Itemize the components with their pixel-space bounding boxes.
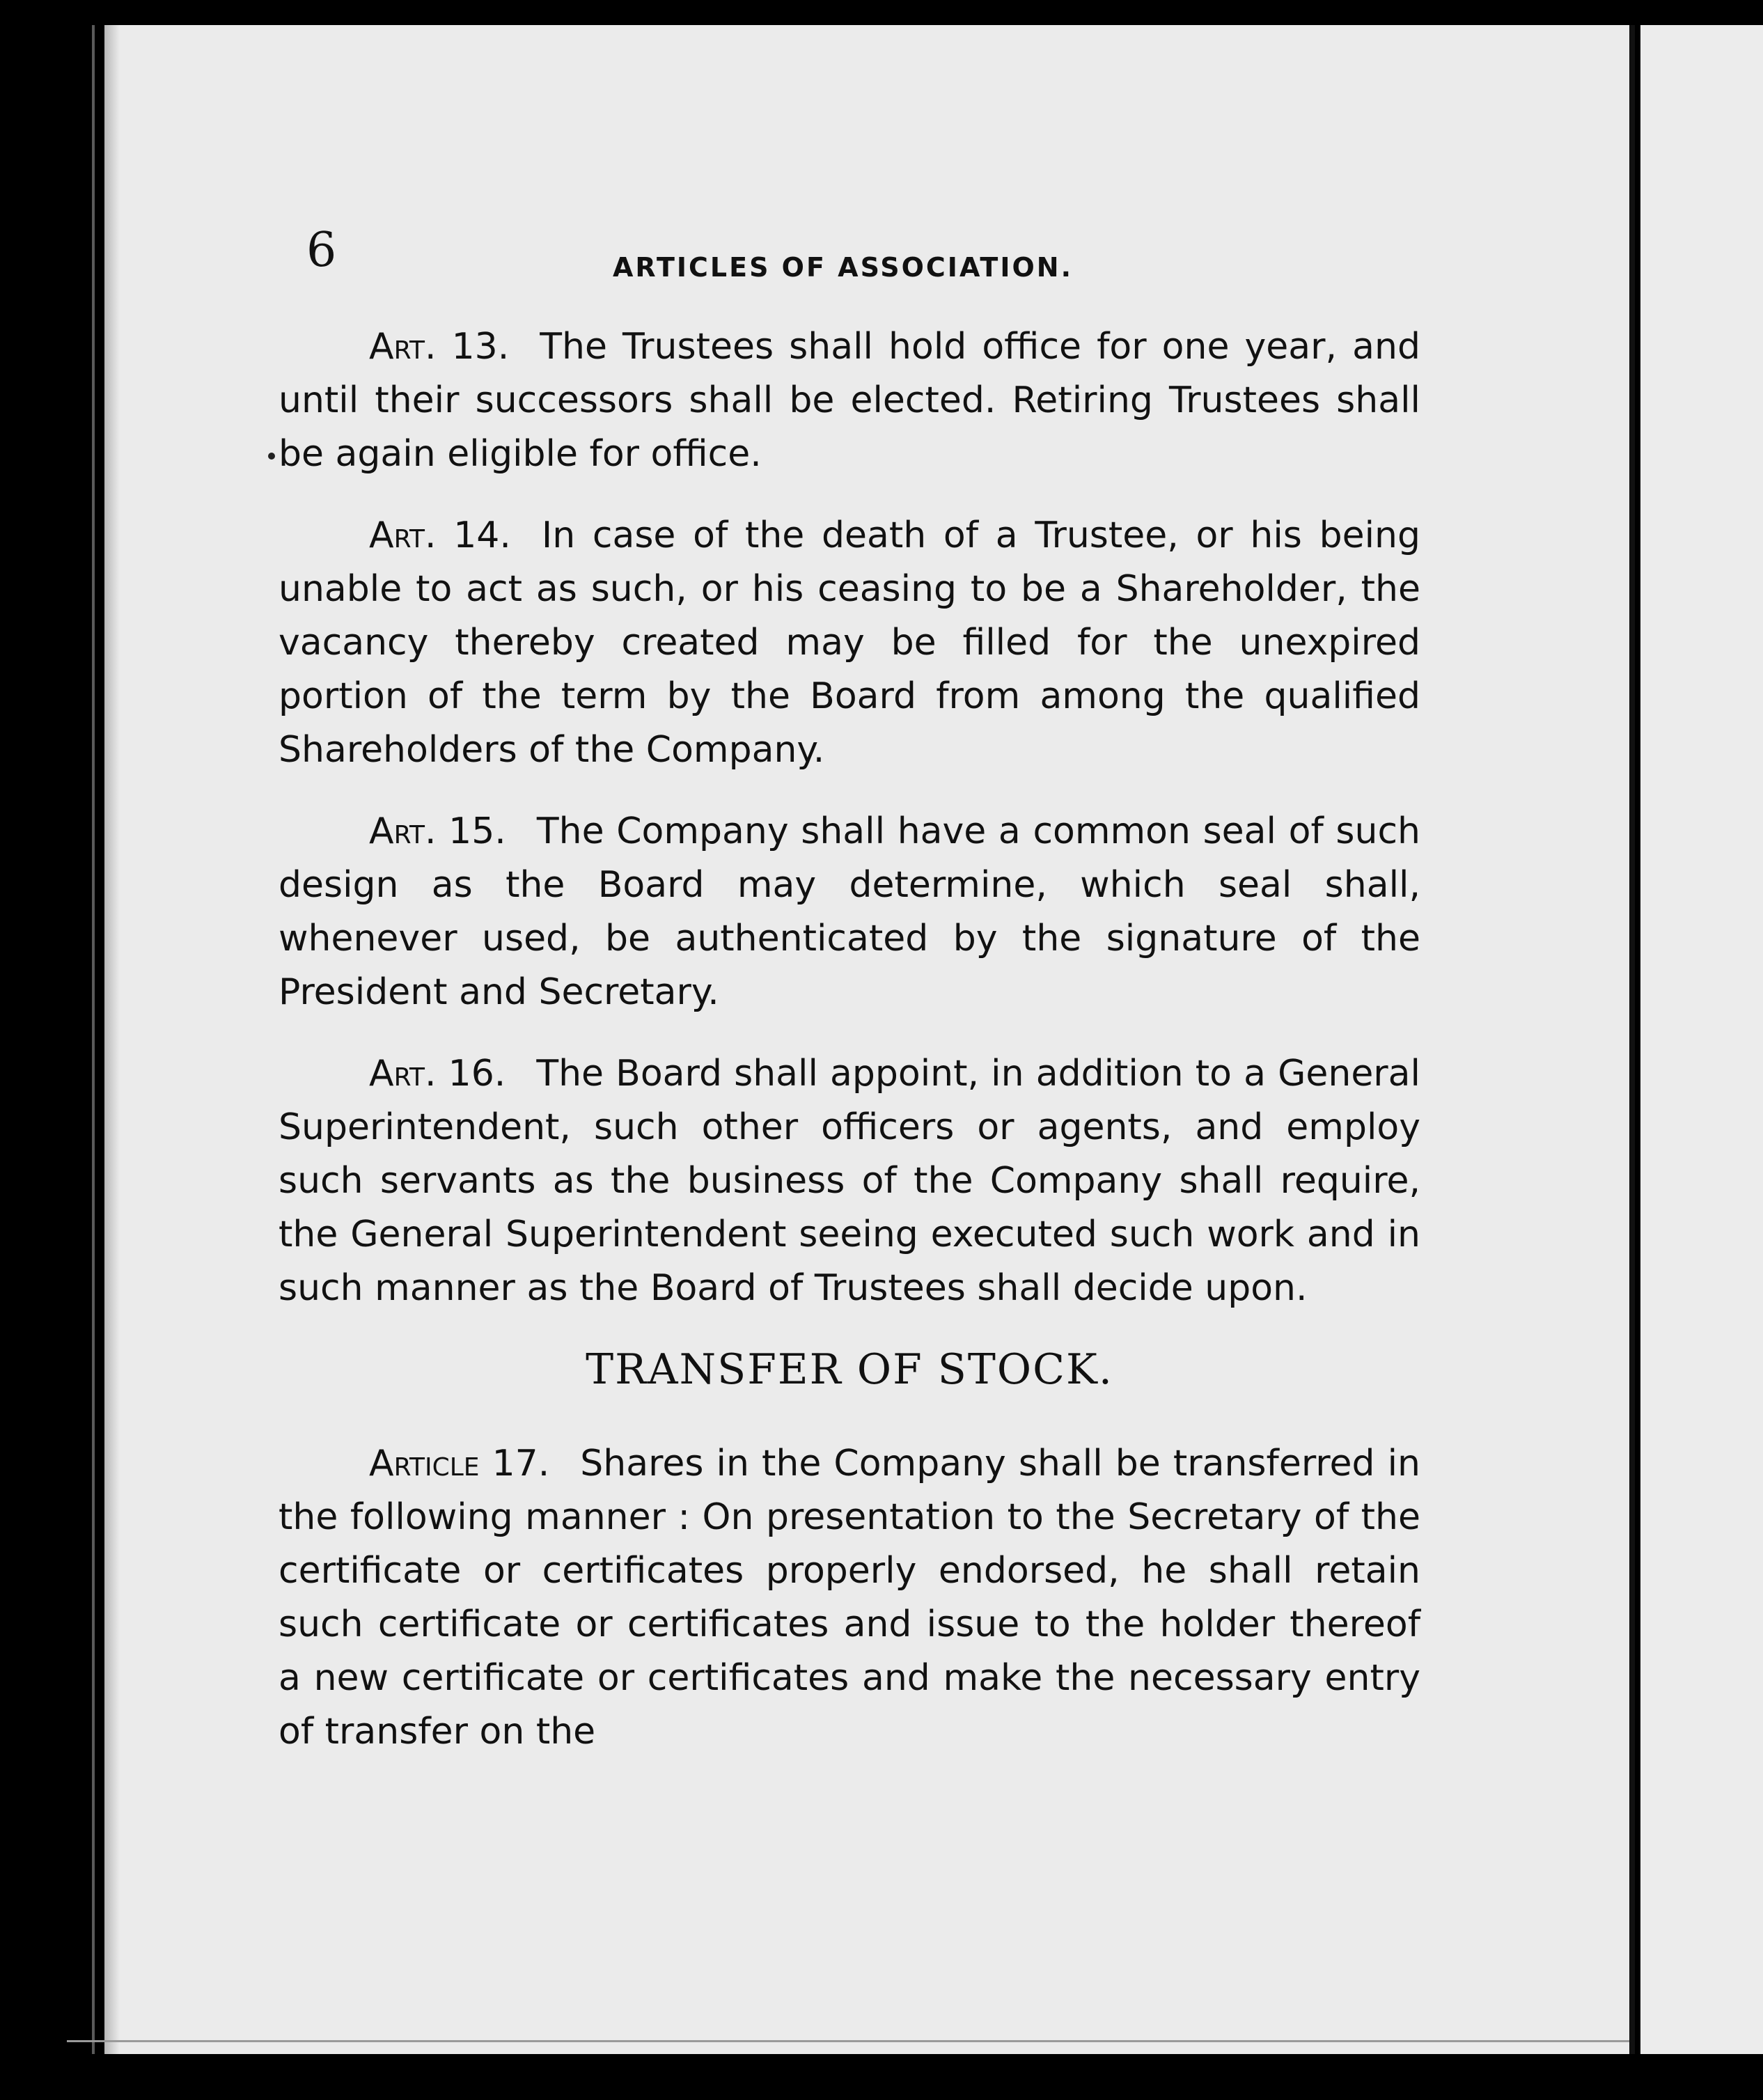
article-17: [279, 1437, 1420, 1759]
article-label: Art. 15.: [369, 810, 506, 852]
page-bottom-edge: [67, 2040, 1629, 2042]
article-text: In case of the death of a Trustee, or his being unable to act as such, or his ceasing to be a Shareholder, the vacancy thereby created may be filled for the unexpired portion of the term by the Board from among the qualified Shareholders of the Company.: [279, 515, 1420, 771]
page-number: 6: [306, 223, 337, 278]
article-13: [279, 320, 1420, 481]
page-header: [306, 223, 1462, 285]
article-text: The Trustees shall hold office for one year, and until their successors shall be elected. Retiring Trustees shall be again eligible for office.: [279, 326, 1420, 475]
adjacent-page-edge: [1640, 25, 1763, 2054]
ink-speck: [268, 453, 275, 460]
running-head: ARTICLES OF ASSOCIATION.: [613, 252, 1073, 283]
page-left-edge: [92, 25, 95, 2054]
section-heading: TRANSFER OF STOCK.: [586, 1345, 1113, 1394]
page-gutter: [1629, 25, 1635, 2054]
page-body: [279, 320, 1420, 1787]
article-label: Article 17.: [369, 1443, 550, 1484]
article-label: Art. 16.: [369, 1053, 506, 1095]
article-16: [279, 1047, 1420, 1315]
article-label: Art. 14.: [369, 515, 511, 556]
article-text: The Company shall have a common seal of such design as the Board may determine, which seal shall, whenever used, be authenticated by the signature of the President and Secretary.: [279, 810, 1421, 1013]
article-label: Art. 13.: [369, 326, 510, 368]
article-15: [279, 805, 1420, 1019]
article-14: [279, 509, 1420, 777]
article-text: Shares in the Company shall be transferred in the following manner : On presentation to the Secretary of the certificate or certificates properly endorsed, he shall retain such certificate or certificates and issue to the holder thereof a new certificate or certificates and make the necessary entry of transfer on the: [279, 1443, 1420, 1753]
page-fold-shadow: [104, 25, 120, 2054]
article-text: The Board shall appoint, in addition to a General Superintendent, such other officers or agents, and employ such servants as the business of the Company shall require, the General Superintendent seeing executed such work and in such manner as the Board of Trustees shall decide upon.: [279, 1053, 1420, 1309]
